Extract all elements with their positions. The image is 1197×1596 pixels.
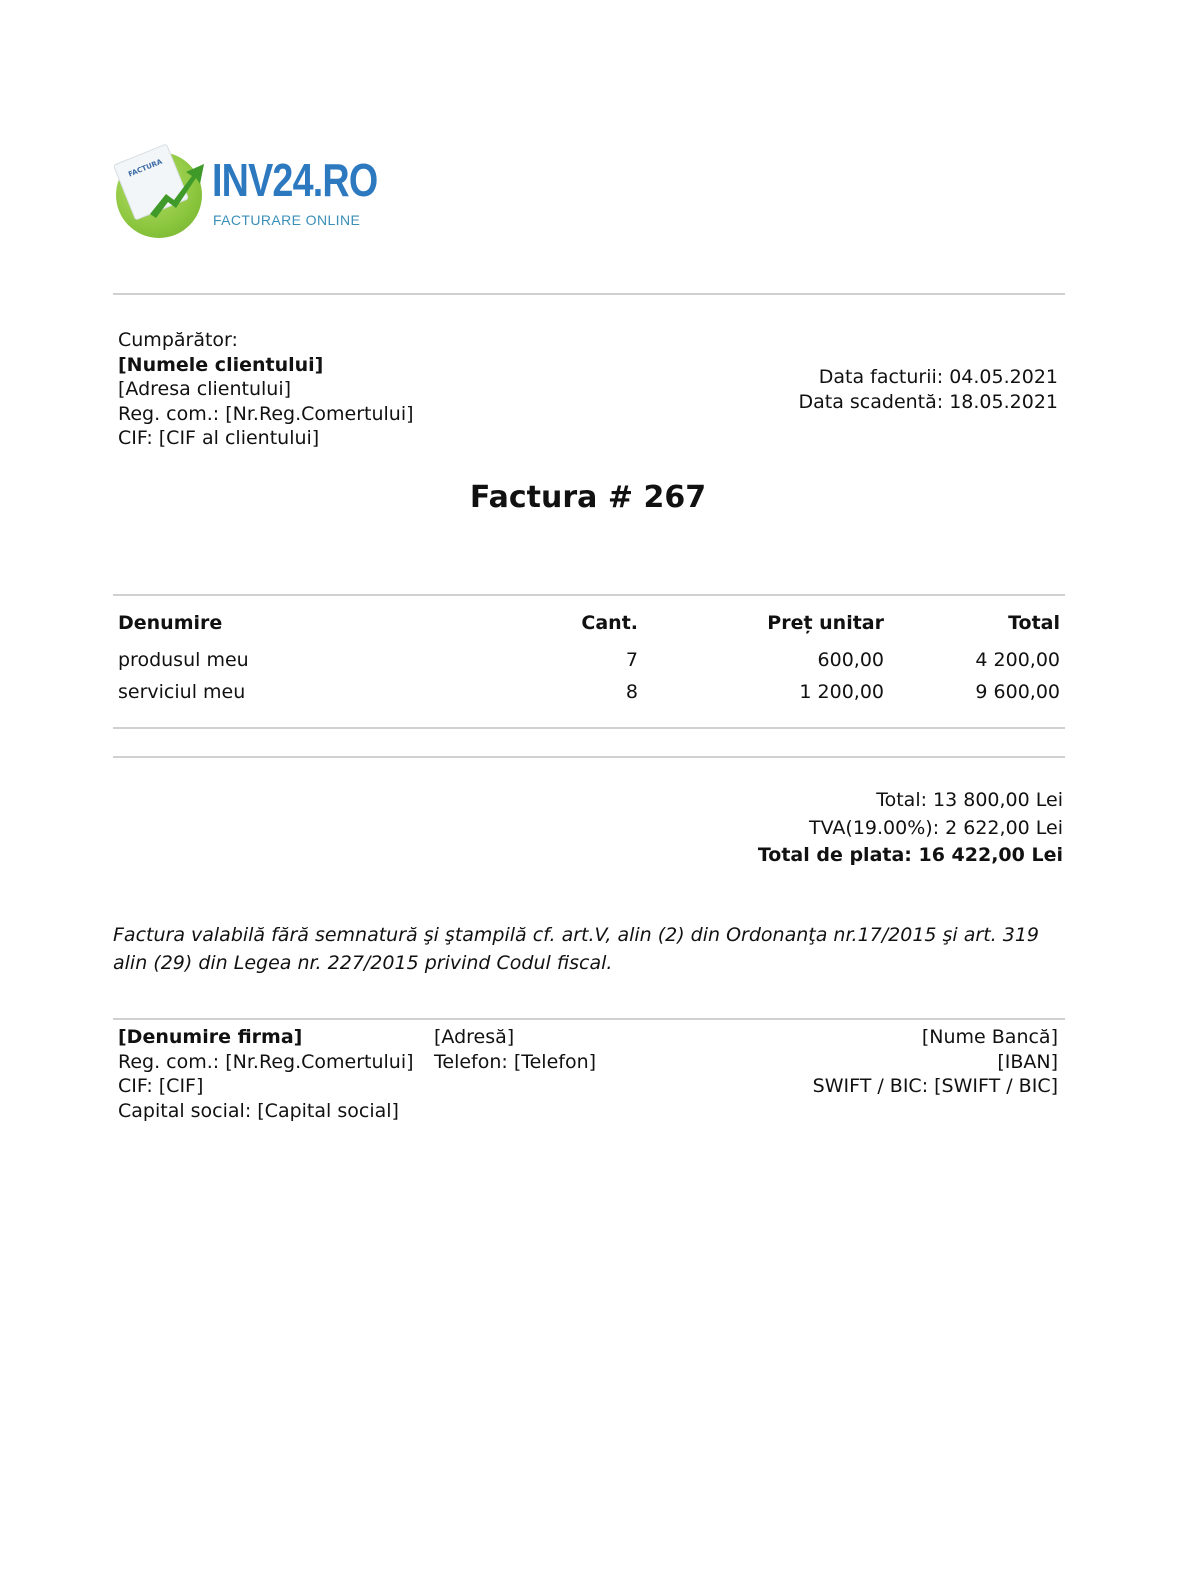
footer-bank bbox=[813, 1025, 1058, 1099]
company-reg-com: Reg. com.: [Nr.Reg.Comertului] bbox=[118, 1050, 414, 1073]
table-row bbox=[113, 678, 1065, 710]
cell-unit-price: 600,00 bbox=[817, 649, 884, 671]
logo-subtitle: FACTURARE ONLINE bbox=[213, 212, 361, 228]
header-name: Denumire bbox=[118, 612, 223, 634]
header-qty: Cant. bbox=[581, 612, 638, 634]
cell-total: 9 600,00 bbox=[975, 681, 1060, 703]
cell-unit-price: 1 200,00 bbox=[799, 681, 884, 703]
cell-name: produsul meu bbox=[118, 649, 249, 671]
cell-name: serviciul meu bbox=[118, 681, 246, 703]
header-total: Total bbox=[1008, 612, 1060, 634]
subtotal: Total: 13 800,00 Lei bbox=[876, 789, 1063, 811]
bank-name: [Nume Bancă] bbox=[921, 1026, 1058, 1048]
company-cif: CIF: [CIF] bbox=[118, 1075, 204, 1097]
invoice-title: Factura # 267 bbox=[469, 480, 707, 515]
bank-swift: SWIFT / BIC: [SWIFT / BIC] bbox=[812, 1075, 1058, 1097]
totals-block bbox=[758, 787, 1063, 870]
table-row bbox=[113, 646, 1065, 678]
cell-total: 4 200,00 bbox=[975, 649, 1060, 671]
logo-title: INV24.RO bbox=[212, 154, 378, 206]
totals-divider bbox=[113, 756, 1065, 758]
company-capital: Capital social: [Capital social] bbox=[118, 1099, 399, 1122]
buyer-label: Cumpărător: bbox=[118, 329, 238, 351]
table-header-row bbox=[113, 608, 1065, 646]
items-table bbox=[113, 608, 1065, 710]
footer-contact bbox=[434, 1025, 596, 1074]
buyer-reg-com: Reg. com.: [Nr.Reg.Comertului] bbox=[118, 402, 414, 425]
bank-iban: [IBAN] bbox=[997, 1050, 1058, 1073]
vat: TVA(19.00%): 2 622,00 Lei bbox=[809, 816, 1063, 839]
footer-company bbox=[118, 1025, 414, 1123]
grand-total: Total de plata: 16 422,00 Lei bbox=[757, 844, 1063, 866]
divider bbox=[113, 293, 1065, 295]
header-unit-price: Preț unitar bbox=[767, 612, 884, 634]
table-top-divider bbox=[113, 594, 1065, 596]
company-name: [Denumire firma] bbox=[118, 1026, 303, 1048]
cell-qty: 8 bbox=[625, 681, 638, 703]
cell-qty: 7 bbox=[625, 649, 638, 671]
invoice-date: Data facturii: 04.05.2021 bbox=[818, 366, 1058, 388]
footer-divider bbox=[113, 1018, 1065, 1020]
legal-note: Factura valabilă fără semnatură şi ştampilă cf. art.V, alin (2) din Ordonanţa nr.17/2015 şi art. 319 alin (29) din Legea nr. 227/2015 privind Codul fiscal. bbox=[113, 924, 1039, 974]
buyer-address: [Adresa clientului] bbox=[118, 378, 292, 400]
company-phone: Telefon: [Telefon] bbox=[434, 1050, 597, 1073]
buyer-block bbox=[118, 328, 414, 451]
due-date: Data scadentă: 18.05.2021 bbox=[798, 390, 1058, 413]
logo-document-label: FACTURA bbox=[127, 157, 164, 179]
growth-arrow-icon bbox=[136, 156, 206, 226]
buyer-name: [Numele clientului] bbox=[118, 353, 324, 376]
dates-block bbox=[798, 365, 1058, 414]
table-bottom-divider bbox=[113, 727, 1065, 729]
company-address: [Adresă] bbox=[434, 1026, 515, 1048]
company-logo bbox=[116, 146, 376, 238]
buyer-cif: CIF: [CIF al clientului] bbox=[118, 427, 320, 449]
